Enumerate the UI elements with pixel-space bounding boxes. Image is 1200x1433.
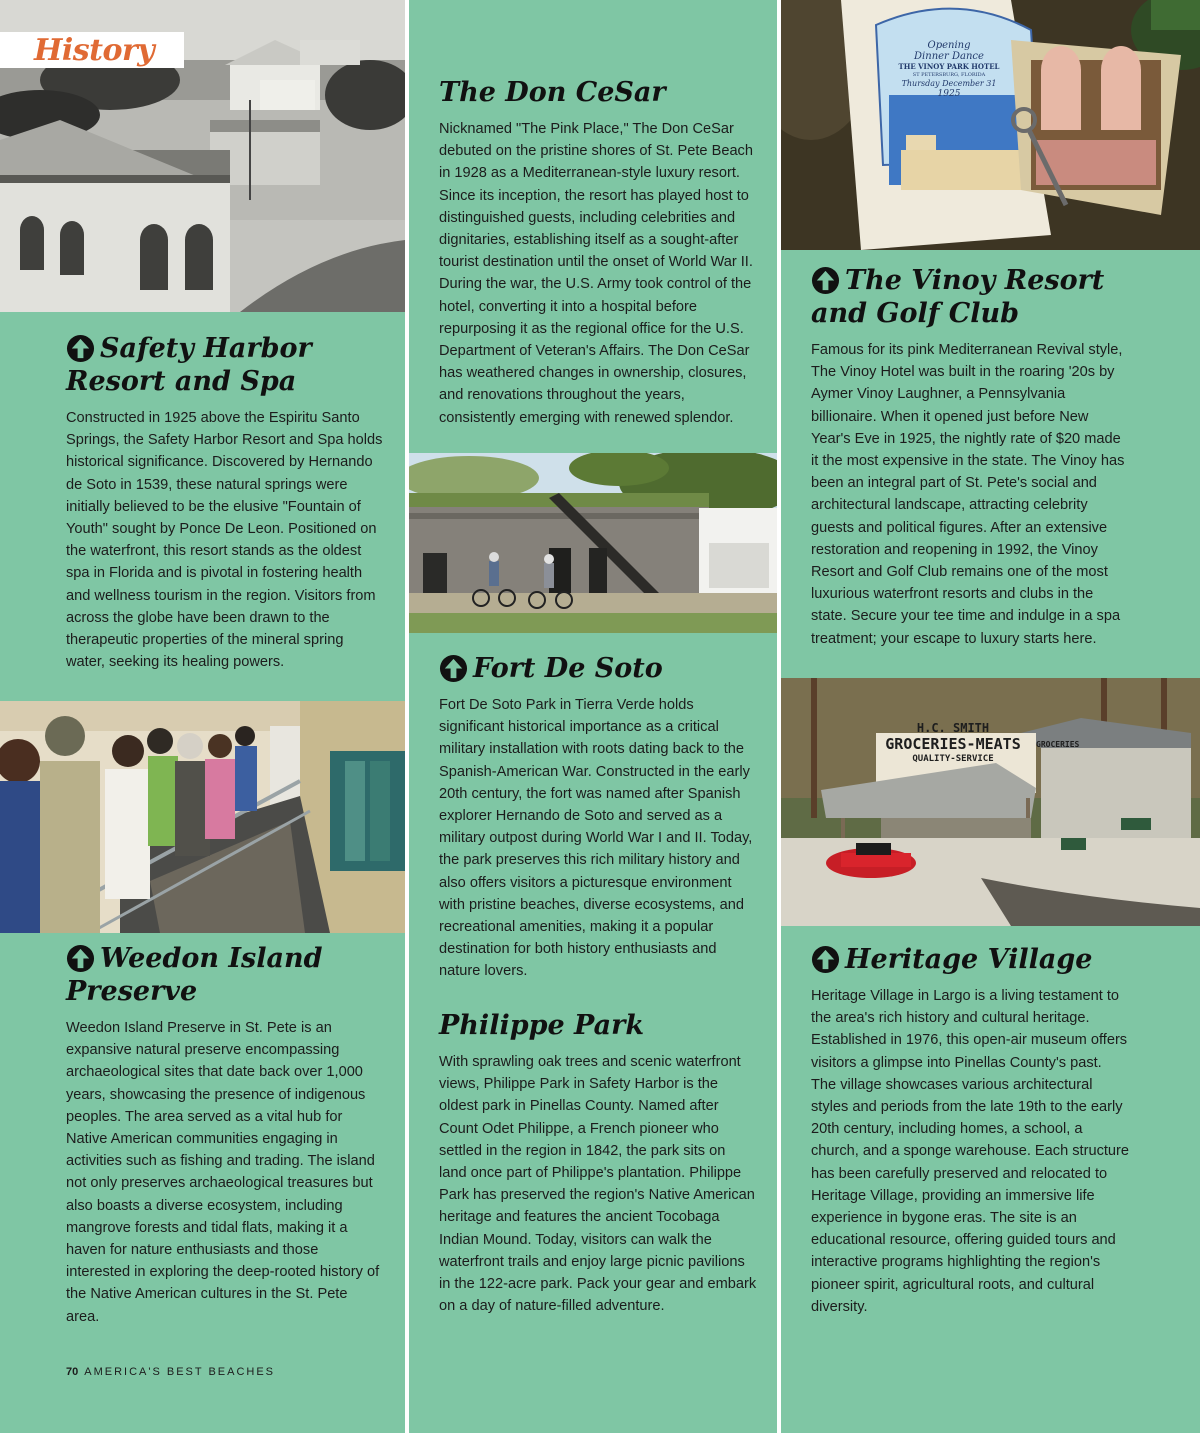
invitation-city: ST PETERSBURG, FLORIDA: [912, 72, 986, 78]
up-arrow-circle-icon: [811, 945, 840, 974]
section-label-text: History: [34, 32, 155, 68]
store-sign: [878, 721, 1028, 765]
invitation-year: 1925: [937, 89, 961, 99]
invitation-card-text: [894, 40, 1004, 99]
invitation-line1: Opening: [927, 40, 971, 51]
store-sign-main: GROCERIES-MEATS: [878, 735, 1028, 753]
up-arrow-circle-icon: [66, 334, 95, 363]
up-arrow-circle-icon: [811, 266, 840, 295]
right-column: [781, 0, 1200, 1433]
invitation-date: Thursday December 31: [901, 79, 997, 88]
up-arrow-circle-icon: [439, 654, 468, 683]
article-safety-harbor: [66, 332, 384, 673]
article-title-line2: Resort and Spa: [66, 366, 297, 397]
article-title-text: Fort De Soto: [473, 653, 663, 684]
left-column: [0, 0, 405, 1433]
article-title-text: Philippe Park: [439, 1010, 645, 1041]
middle-column: [409, 0, 777, 1433]
article-philippe-park: [439, 1009, 757, 1317]
store-side-sign: GROCERIES: [1036, 740, 1080, 749]
article-title-line2: Preserve: [66, 976, 198, 1007]
article-title-line1: Weedon Island: [100, 943, 323, 974]
article-title-line2: and Golf Club: [811, 298, 1019, 329]
vinoy-memorabilia-photo: [781, 0, 1200, 250]
article-body: Weedon Island Preserve in St. Pete is an expansive natural preserve encompassing archaeological sites that date back over 1,000 years, showcasing the presence of indigenous peoples. The area served as a vital hub for Native American communities engaging in activities such as fishing and trading. The island not only preserves archaeological treasures but also boasts a diverse ecosystem, including mangrove forests and tidal flats, making it a haven for nature enthusiasts and those interested in exploring the deep-rooted history of the Native American cultures in the St. Pete area.: [66, 1020, 380, 1325]
article-title: [439, 1009, 757, 1042]
weedon-visitors-photo: [0, 701, 405, 933]
article-body: Constructed in 1925 above the Espiritu Santo Springs, the Safety Harbor Resort and Spa holds historical significance. Discovered by Hernando de Soto in 1539, these natural springs were initially believed to be the elusive "Fountain of Youth" sought by Ponce De Leon. Positioned on the waterfront, this resort stands as the oldest spa in Florida and is pivotal in fostering health and wellness tourism in the region. Visitors from across the globe have been drawn to the therapeutic properties of the mineral spring water, seeking its healing powers.: [66, 410, 383, 671]
heritage-village-store-photo: [781, 678, 1200, 926]
article-body: With sprawling oak trees and scenic waterfront views, Philippe Park in Safety Harbor is the oldest park in Pinellas County. Named after Count Odet Philippe, a French pioneer who settled in the region in 1842, the park sits on land once part of Philippe's plantation. Philippe Park has preserved the region's Native American heritage and features the ancient Tocobaga Indian Mound. Today, visitors can walk the waterfront trails and enjoy large picnic pavilions in the 122-acre park. Pack your gear and embark on a day of nature-filled adventure.: [439, 1054, 757, 1315]
article-body: Heritage Village in Largo is a living testament to the area's rich history and cultural heritage. Established in 1976, this open-air museum offers visitors a glimpse into Pinellas County's past. The village showcases various architectural styles and periods from the late 19th to the early 20th century, including homes, a school, a church, and a sponge warehouse. Each structure has been carefully preserved and relocated to Heritage Village, providing an immersive life experience in bygone eras. The site is an educational resource, offering guided tours and interactive programs highlighting the region's pioneer spirit, agricultural roots, and cultural diversity.: [811, 988, 1130, 1315]
article-fort-de-soto: [439, 652, 757, 983]
article-body: Nicknamed "The Pink Place," The Don CeSar debuted on the pristine shores of St. Pete Beach in 1928 as a Mediterranean-style luxury resort. Since its inception, the resort has played host to distinguished guests, including celebrities and dignitaries, establishing itself as a sought-after tourist destination until the onset of World War II. During the war, the U.S. Army took control of the hotel, converting it into a hospital before repurposing it as the regional office for the U.S. Department of Veteran's Affairs. The Don CeSar has weathered changes in ownership, closures, and renovations throughout the years, consistently emerging with renewed splendor.: [439, 121, 753, 426]
page-number: 70: [66, 1366, 79, 1378]
invitation-hotel: THE VINOY PARK HOTEL: [898, 62, 1000, 71]
publication-name: AMERICA'S BEST BEACHES: [84, 1366, 276, 1378]
article-title: [811, 264, 1129, 330]
up-arrow-circle-icon: [66, 944, 95, 973]
article-title-line1: Safety Harbor: [100, 333, 312, 364]
article-title: [66, 332, 384, 398]
article-title-line1: The Vinoy Resort: [845, 265, 1105, 296]
article-title: [811, 943, 1129, 976]
article-title: [66, 942, 384, 1008]
article-title-text: The Don CeSar: [439, 77, 666, 108]
fort-de-soto-photo: [409, 453, 777, 633]
article-title: [439, 652, 757, 685]
article-heritage-village: [811, 943, 1129, 1318]
article-vinoy: [811, 264, 1129, 650]
article-don-cesar: [439, 76, 757, 429]
store-sign-tagline: QUALITY-SERVICE: [912, 754, 994, 764]
page-footer: [66, 1366, 275, 1378]
store-sign-owner: H.C. SMITH: [916, 721, 990, 735]
article-title-text: Heritage Village: [845, 944, 1093, 975]
article-body: Fort De Soto Park in Tierra Verde holds significant historical importance as a critical military installation with roots dating back to the Spanish-American War. Constructed in the early 20th century, the fort was named after Spanish explorer Hernando de Soto and served as a military outpost during World War I and II. Today, the park preserves this rich military history and also offers visitors a picturesque environment with pristine beaches, diverse ecosystems, and recreational amenities, making it a popular destination for both history enthusiasts and nature lovers.: [439, 697, 753, 980]
article-body: Famous for its pink Mediterranean Revival style, The Vinoy Hotel was built in the roaring '20s by Aymer Vinoy Laughner, a Pennsylvania billionaire. When it opened just before New Year's Eve in 1925, the nightly rate of $20 made it the most expensive in the state. The Vinoy has been an integral part of St. Pete's social and architectural landscape, attracting celebrity guests and political figures. After an extensive restoration and reopening in 1992, the Vinoy Resort and Golf Club remains one of the most luxurious waterfront resorts and clubs in the state. Secure your tee time and indulge in a spa treatment; your escape to luxury starts here.: [811, 342, 1125, 647]
invitation-line2: Dinner Dance: [914, 51, 984, 62]
article-title: [439, 76, 757, 109]
article-weedon-island: [66, 942, 384, 1328]
section-label: [0, 32, 184, 68]
